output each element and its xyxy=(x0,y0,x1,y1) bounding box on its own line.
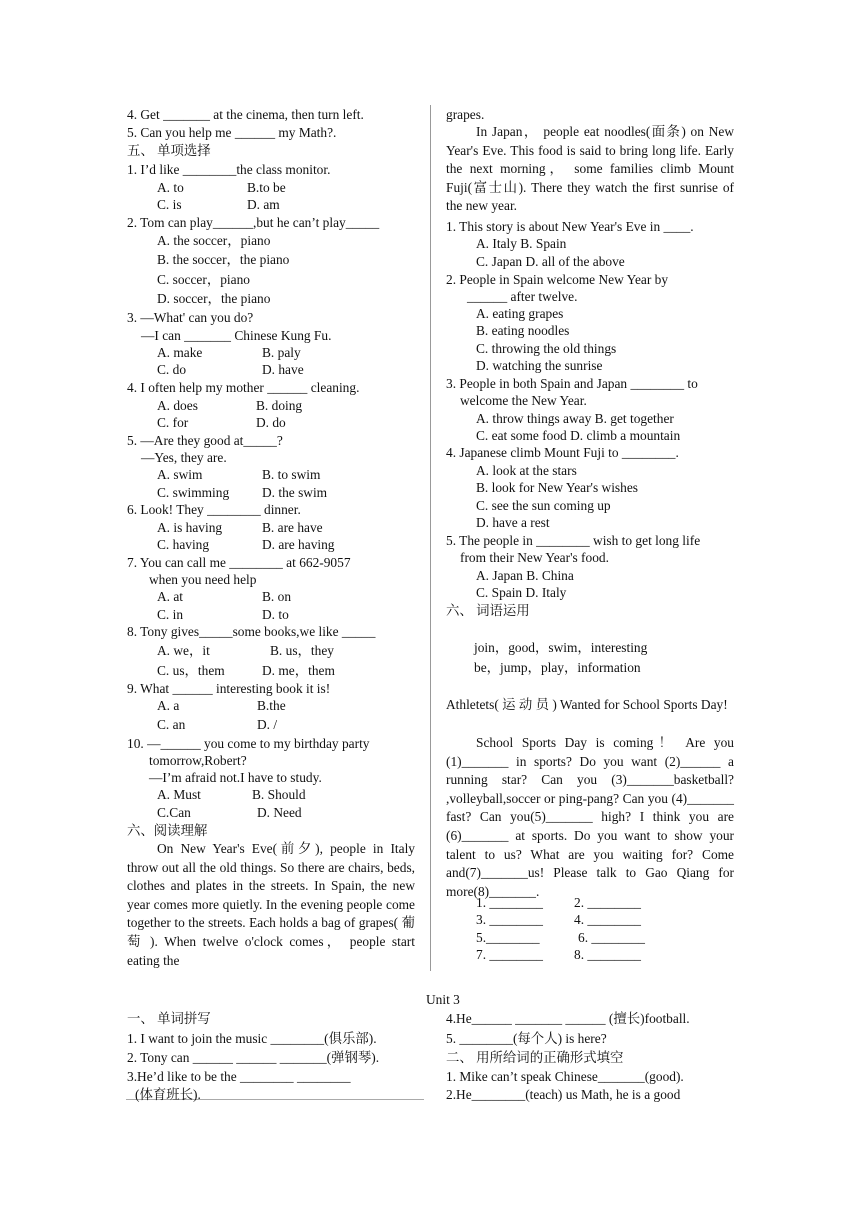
question-line: 3. People in both Spain and Japan ________ to xyxy=(446,376,698,391)
question-line: C. us，them xyxy=(157,663,225,678)
question-line: C. in xyxy=(157,607,184,622)
question-line: C. soccer，piano xyxy=(157,272,250,287)
question-line: D. the swim xyxy=(262,485,328,500)
question-line: 10. —______ you come to my birthday party xyxy=(127,736,370,751)
question-line: —I’m afraid not.I have to study. xyxy=(149,770,322,785)
question-line: B. on xyxy=(262,589,292,604)
exercise-line: 5. ________(每个人) is here? xyxy=(446,1031,607,1046)
question-line: C. swimming xyxy=(157,485,230,500)
exercise-line: 4.He______ _______ ______ (擅长)football. xyxy=(446,1011,690,1026)
question-line: D. soccer，the piano xyxy=(157,291,271,306)
unit-title: Unit 3 xyxy=(426,992,460,1007)
question-line: C. throwing the old things xyxy=(476,341,617,356)
question-line: A. we，it xyxy=(157,643,210,658)
question-line: D. are having xyxy=(262,537,335,552)
answer-blank: 1. ________ xyxy=(476,895,543,910)
question-line: A. look at the stars xyxy=(476,463,577,478)
question-line: A. throw things away B. get together xyxy=(476,411,674,426)
exercise-line: 二、 用所给词的正确形式填空 xyxy=(446,1050,624,1065)
question-line: D. have a rest xyxy=(476,515,550,530)
question-line: 5. The people in ________ wish to get long life xyxy=(446,533,701,548)
answer-blank: 7. ________ xyxy=(476,947,543,962)
question-line: 1. I’d like ________the class monitor. xyxy=(127,162,331,177)
question-line: D. to xyxy=(262,607,289,622)
question-line: A. the soccer，piano xyxy=(157,233,271,248)
answer-blank: 3. ________ xyxy=(476,912,543,927)
question-line: C.Can xyxy=(157,805,191,820)
question-line: C. eat some food D. climb a mountain xyxy=(476,428,681,443)
exercise-line: 一、 单词拼写 xyxy=(127,1011,211,1026)
question-line: B. look for New Year's wishes xyxy=(476,480,638,495)
question-line: —Yes, they are. xyxy=(141,450,227,465)
question-line: B. are have xyxy=(262,520,323,535)
question-line: B. paly xyxy=(262,345,301,360)
question-line: D. am xyxy=(247,197,280,212)
question-line: 4. Japanese climb Mount Fuji to ________. xyxy=(446,445,679,460)
question-line: A. Italy B. Spain xyxy=(476,236,567,251)
question-line: D. me，them xyxy=(262,663,335,678)
question-line: 2. Tom can play______,but he can’t play_____ xyxy=(127,215,380,230)
question-line: C. Japan D. all of the above xyxy=(476,254,625,269)
question-line: 5. —Are they good at_____? xyxy=(127,433,283,448)
question-line: 5. Can you help me ______ my Math?. xyxy=(127,125,337,140)
question-line: 6. Look! They ________ dinner. xyxy=(127,502,301,517)
question-line: A. Must xyxy=(157,787,201,802)
question-line: A. eating grapes xyxy=(476,306,564,321)
question-line: A. a xyxy=(157,698,180,713)
exercise-line: 2. Tony can ______ ______ _______(弹钢琴). xyxy=(127,1050,380,1065)
question-line: D. Need xyxy=(257,805,302,820)
question-line: A. at xyxy=(157,589,184,604)
question-line: A. swim xyxy=(157,467,203,482)
question-line: 五、 单项选择 xyxy=(127,143,211,158)
question-line: A. is having xyxy=(157,520,223,535)
question-line: A. make xyxy=(157,345,203,360)
question-line: C. for xyxy=(157,415,189,430)
question-line: B.the xyxy=(257,698,286,713)
question-line: C. having xyxy=(157,537,210,552)
question-line: 9. What ______ interesting book it is! xyxy=(127,681,331,696)
question-line: D. watching the sunrise xyxy=(476,358,603,373)
answer-blank: 5.________ xyxy=(476,930,540,945)
answer-blank: 8. ________ xyxy=(574,947,641,962)
question-line: 8. Tony gives_____some books,we like _____ xyxy=(127,624,376,639)
question-line: 3. —What' can you do? xyxy=(127,310,254,325)
question-line: when you need help xyxy=(149,572,257,587)
exercise-line: 3.He’d like to be the ________ ________ xyxy=(127,1069,351,1084)
question-line: C. do xyxy=(157,362,187,377)
reading-passage-italy-spain: On New Year's Eve(前夕), people in Italy throw out all the old things. So there are chairs, beds, clothes and plates in the streets. In Spain, the new year comes more quietly. In the evening people come together to the streets. Each holds a bag of grapes( 葡 萄 ). When twelve o'clock comes， people start eating the xyxy=(127,841,415,968)
question-line: B. Should xyxy=(252,787,306,802)
answer-blank: 6. ________ xyxy=(578,930,645,945)
question-line: B.to be xyxy=(247,180,286,195)
question-line: D. / xyxy=(257,717,278,732)
reading-passage-japan: In Japan， people eat noodles(面条) on New Year's Eve. This food is said to bring long life. Early the next morning， some families climb Mount Fuji(富士山). There they watch the first sunrise of the new year. xyxy=(446,124,734,214)
exercise-line: 1. I want to join the music ________(俱乐部). xyxy=(127,1031,377,1046)
question-line: 六、 词语运用 xyxy=(446,603,530,618)
exercise-line: 2.He________(teach) us Math, he is a good xyxy=(446,1087,681,1102)
exercise-line: (体育班长). xyxy=(135,1087,201,1102)
question-line: welcome the New Year. xyxy=(460,393,587,408)
question-line: 4. I often help my mother ______ cleaning. xyxy=(127,380,360,395)
question-line: 7. You can call me ________ at 662-9057 xyxy=(127,555,351,570)
exercise-line: 1. Mike can’t speak Chinese_______(good). xyxy=(446,1069,684,1084)
question-line: C. is xyxy=(157,197,182,212)
question-line: 2. People in Spain welcome New Year by xyxy=(446,272,669,287)
question-line: be，jump，play，information xyxy=(474,660,641,675)
question-line: ______ after twelve. xyxy=(467,289,578,304)
question-line: C. an xyxy=(157,717,186,732)
question-line: 4. Get _______ at the cinema, then turn left. xyxy=(127,107,364,122)
question-line: B. to swim xyxy=(262,467,321,482)
answer-blank: 4. ________ xyxy=(574,912,641,927)
question-line: tomorrow,Robert? xyxy=(149,753,247,768)
question-line: B. doing xyxy=(256,398,303,413)
question-line: A. does xyxy=(157,398,198,413)
question-line: 六、阅读理解 xyxy=(127,823,208,838)
question-line: C. see the sun coming up xyxy=(476,498,611,513)
question-line: B. eating noodles xyxy=(476,323,570,338)
answer-blank: 2. ________ xyxy=(574,895,641,910)
question-line: —I can _______ Chinese Kung Fu. xyxy=(141,328,332,343)
athletes-wanted-heading: Athletets( 运 动 员 ) Wanted for School Sports Day! xyxy=(446,697,728,712)
question-line: A. Japan B. China xyxy=(476,568,574,583)
question-line: 1. This story is about New Year's Eve in ____. xyxy=(446,219,694,234)
question-line: B. us，they xyxy=(270,643,334,658)
question-line: A. to xyxy=(157,180,184,195)
sports-day-passage: School Sports Day is coming！ Are you (1)_______ in sports? Do you want (2)______ a running star? Can you (3)_______basketball? ,volleyball,soccer or ping-pang? Can you (4)_______ fast? Can you(5)_______ high? I think you are (6)_______ at sports. Do you want to show your talent to us? What are you waiting for? Come and(7)_______us! Please talk to Gao Qiang for more(8)_______. xyxy=(446,735,734,899)
question-line: from their New Year's food. xyxy=(460,550,609,565)
passage-line: grapes. xyxy=(446,107,485,122)
question-line: join，good，swim，interesting xyxy=(474,640,648,655)
question-line: D. have xyxy=(262,362,304,377)
question-line: B. the soccer，the piano xyxy=(157,252,290,267)
question-line: C. Spain D. Italy xyxy=(476,585,567,600)
question-line: D. do xyxy=(256,415,286,430)
column-divider xyxy=(430,105,431,971)
